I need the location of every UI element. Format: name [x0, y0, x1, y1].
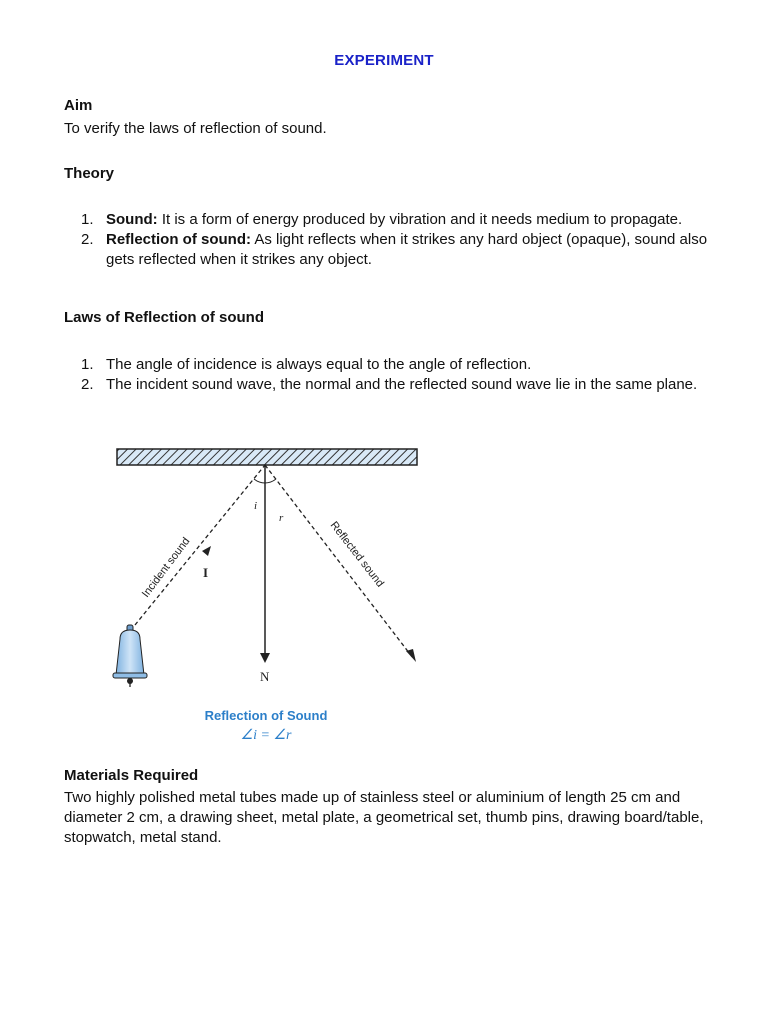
reflected-arrowhead	[406, 649, 416, 662]
law-text: The angle of incidence is always equal to the angle of reflection.	[106, 356, 532, 373]
incident-arrowhead	[202, 546, 211, 556]
reflected-ray	[265, 465, 413, 658]
materials-heading: Materials Required	[64, 767, 199, 784]
aim-text: To verify the laws of reflection of sound.	[64, 120, 327, 137]
angle-r-label: r	[279, 512, 284, 524]
figure-caption: Reflection of Sound	[204, 708, 328, 723]
theory-term: Sound:	[106, 211, 158, 228]
list-number: 2.	[81, 231, 94, 248]
theory-heading: Theory	[64, 165, 115, 182]
list-number: 1.	[81, 356, 94, 373]
normal-N-label: N	[260, 669, 270, 684]
theory-item	[64, 230, 714, 270]
theory-list	[64, 210, 714, 270]
page-title: EXPERIMENT	[334, 52, 434, 69]
aim-heading: Aim	[64, 97, 93, 114]
law-text: The incident sound wave, the normal and the reflected sound wave lie in the same plane.	[106, 376, 698, 393]
list-number: 2.	[81, 376, 94, 393]
bell-icon	[113, 625, 147, 687]
list-number: 1.	[81, 211, 94, 228]
incident-sound-label: Incident sound	[139, 535, 193, 600]
laws-heading: Laws of Reflection of sound	[64, 309, 265, 326]
angle-i-arc	[254, 479, 265, 483]
reflecting-surface	[117, 449, 417, 465]
law-item	[64, 375, 714, 395]
incident-ray	[135, 465, 265, 625]
law-item	[64, 355, 714, 375]
angle-i-label: i	[254, 500, 258, 512]
figure-equation: ∠i = ∠r	[240, 728, 292, 743]
laws-list	[64, 355, 714, 395]
materials-text: Two highly polished metal tubes made up of stainless steel or aluminium of length 25 cm and diameter 2 cm, a drawing sheet, metal plate, a geometrical set, thumb pins, drawing board/table, stopwatch, metal stand.	[64, 789, 704, 846]
theory-text: It is a form of energy produced by vibration and it needs medium to propagate.	[157, 211, 683, 228]
theory-item	[64, 210, 714, 230]
normal-arrowhead	[260, 653, 270, 663]
angle-r-arc	[265, 479, 276, 483]
reflected-sound-label: Reflected sound	[327, 519, 387, 590]
theory-term: Reflection of sound:	[106, 231, 251, 248]
incident-I-label: I	[203, 565, 209, 580]
theory-text: As light reflects when it strikes any hard object (opaque), sound also gets reflected when it strikes any object.	[106, 231, 708, 268]
reflection-diagram	[100, 425, 440, 755]
